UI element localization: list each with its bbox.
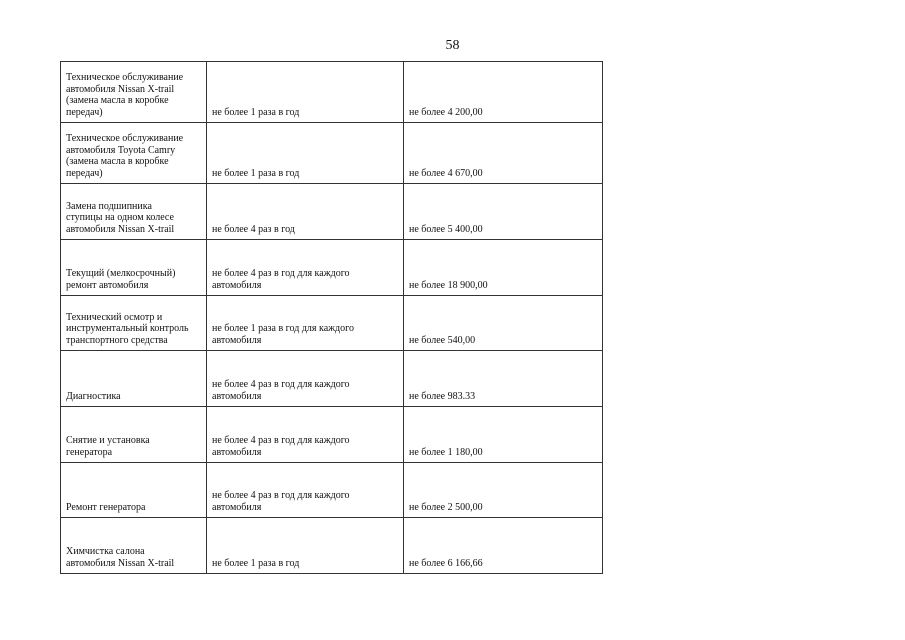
service-name-cell xyxy=(61,463,207,518)
frequency-cell xyxy=(207,518,404,574)
service-name-cell xyxy=(61,296,207,351)
service-frequency: не более 4 раз в год xyxy=(212,223,295,235)
service-name: Снятие и установка генератора xyxy=(66,435,150,458)
table-row xyxy=(61,296,603,351)
service-name: Химчистка салона автомобиля Nissan X-trail xyxy=(66,546,175,569)
service-name: Техническое обслуживание автомобиля Nissan X-trail (замена масла в коробке передач) xyxy=(66,72,184,118)
price-cell xyxy=(404,184,603,240)
service-name-cell xyxy=(61,123,207,184)
service-frequency: не более 4 раз в год для каждого автомобиля xyxy=(212,268,350,291)
service-name: Технический осмотр и инструментальный контроль транспортного средства xyxy=(66,311,189,346)
service-frequency: не более 4 раз в год для каждого автомобиля xyxy=(212,435,350,458)
service-name-cell xyxy=(61,62,207,123)
service-price: не более 1 180,00 xyxy=(409,446,483,458)
table-row xyxy=(61,240,603,296)
price-cell xyxy=(404,296,603,351)
frequency-cell xyxy=(207,62,404,123)
price-cell xyxy=(404,62,603,123)
service-name-cell xyxy=(61,240,207,296)
frequency-cell xyxy=(207,184,404,240)
table-row xyxy=(61,184,603,240)
frequency-cell xyxy=(207,123,404,184)
table-row xyxy=(61,407,603,463)
frequency-cell xyxy=(207,351,404,407)
service-frequency: не более 4 раз в год для каждого автомобиля xyxy=(212,379,350,402)
service-price: не более 540,00 xyxy=(409,334,476,346)
table-row xyxy=(61,351,603,407)
service-name: Диагностика xyxy=(66,390,121,402)
service-name: Текущий (мелкосрочный) ремонт автомобиля xyxy=(66,268,176,291)
page-number-text: 58 xyxy=(445,38,460,53)
frequency-cell xyxy=(207,296,404,351)
service-price: не более 18 900,00 xyxy=(409,279,488,291)
service-price: не более 4 200,00 xyxy=(409,106,483,118)
service-name-cell xyxy=(61,184,207,240)
page-number xyxy=(0,38,905,54)
service-price: не более 5 400,00 xyxy=(409,223,483,235)
frequency-cell xyxy=(207,407,404,463)
price-cell xyxy=(404,463,603,518)
service-name-cell xyxy=(61,351,207,407)
price-cell xyxy=(404,518,603,574)
price-cell xyxy=(404,123,603,184)
table-row xyxy=(61,62,603,123)
service-name-cell xyxy=(61,407,207,463)
services-table xyxy=(60,61,603,574)
frequency-cell xyxy=(207,463,404,518)
service-name: Техническое обслуживание автомобиля Toyota Camry (замена масла в коробке передач) xyxy=(66,133,184,179)
table-row xyxy=(61,518,603,574)
service-frequency: не более 1 раза в год xyxy=(212,167,300,179)
price-cell xyxy=(404,351,603,407)
service-price: не более 6 166,66 xyxy=(409,557,483,569)
service-price: не более 983.33 xyxy=(409,390,476,402)
service-frequency: не более 4 раз в год для каждого автомобиля xyxy=(212,490,350,513)
price-cell xyxy=(404,240,603,296)
service-name: Замена подшипника ступицы на одном колесе автомобиля Nissan X-trail xyxy=(66,200,175,235)
table-row xyxy=(61,463,603,518)
service-frequency: не более 1 раза в год xyxy=(212,106,300,118)
service-name: Ремонт генератора xyxy=(66,501,146,513)
service-name-cell xyxy=(61,518,207,574)
price-cell xyxy=(404,407,603,463)
frequency-cell xyxy=(207,240,404,296)
service-frequency: не более 1 раза в год xyxy=(212,557,300,569)
table-row xyxy=(61,123,603,184)
service-price: не более 2 500,00 xyxy=(409,501,483,513)
service-price: не более 4 670,00 xyxy=(409,167,483,179)
service-frequency: не более 1 раза в год для каждого автомобиля xyxy=(212,323,354,346)
